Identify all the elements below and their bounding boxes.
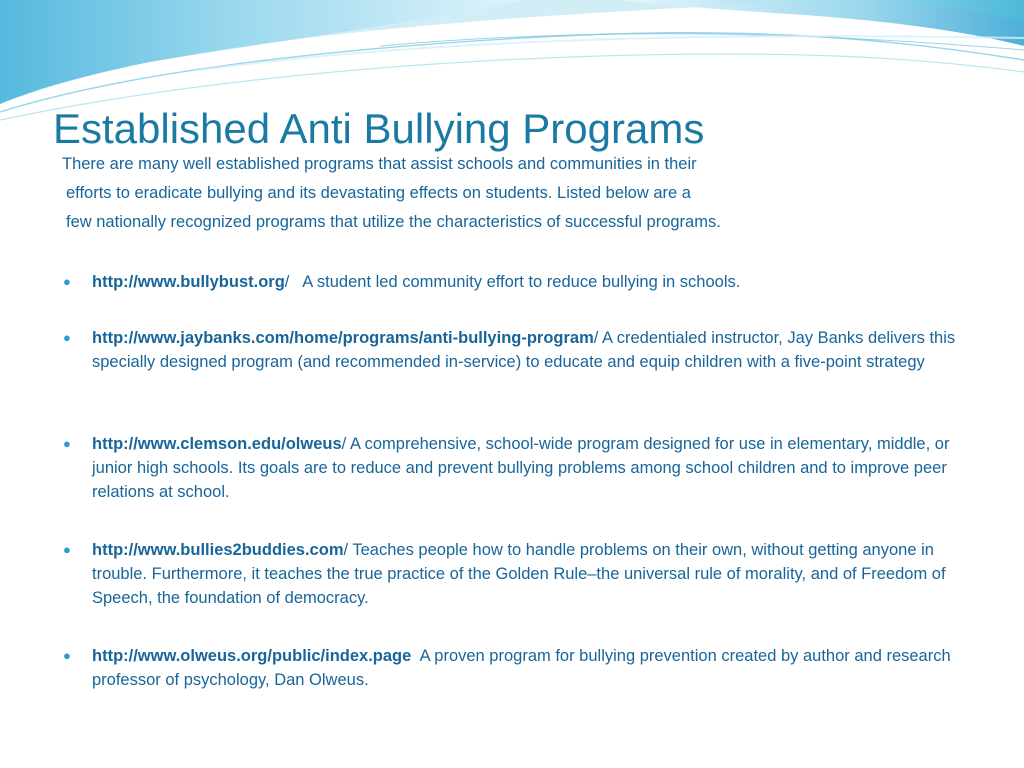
program-description: A comprehensive, school-wide program designed for use in elementary, middle, or junior high schools. Its goals are to reduce and prevent bullying problems among school children and to improve peer relations at school.: [92, 435, 950, 501]
program-url-link[interactable]: http://www.olweus.org/public/index.page: [92, 647, 412, 665]
program-description: A credentialed instructor, Jay Banks delivers this specially designed program (and recommended in-service) to educate and equip children with a five-point strategy: [92, 329, 956, 371]
bullet-icon: ●: [63, 648, 71, 663]
program-url-link[interactable]: http://www.bullies2buddies.com: [92, 541, 344, 559]
program-item-clemson-olweus: [63, 432, 978, 504]
slide-title: Established Anti Bullying Programs: [53, 105, 705, 152]
program-description: A student led community effort to reduce bullying in schools.: [302, 273, 741, 291]
url-separator: [411, 647, 419, 665]
intro-line: efforts to eradicate bullying and its devastating effects on students. Listed below are a: [66, 184, 691, 202]
intro-paragraph: [62, 150, 962, 237]
program-item-bullybust: [63, 270, 978, 294]
bullet-icon: ●: [63, 542, 71, 557]
program-item-bullies2buddies: [63, 538, 978, 610]
program-url-link[interactable]: http://www.jaybanks.com/home/programs/anti-bullying-program: [92, 329, 594, 347]
bullet-icon: ●: [63, 436, 71, 451]
program-url-link[interactable]: http://www.clemson.edu/olweus: [92, 435, 342, 453]
bullet-icon: ●: [63, 330, 71, 345]
program-description: A proven program for bullying prevention created by author and research professor of psychology, Dan Olweus.: [92, 647, 951, 689]
url-separator: /: [593, 329, 603, 347]
program-description: Teaches people how to handle problems on their own, without getting anyone in trouble. Furthermore, it teaches the true practice of the Golden Rule–the universal rule of morality, and of Freedom of Speech, the foundation of democracy.: [92, 541, 946, 607]
url-separator: /: [284, 273, 303, 291]
url-separator: /: [341, 435, 350, 453]
intro-line: There are many well established programs that assist schools and communities in their: [62, 155, 697, 173]
intro-line: few nationally recognized programs that utilize the characteristics of successful programs.: [66, 213, 721, 231]
program-item-jaybanks: [63, 326, 978, 374]
program-item-olweus: [63, 644, 978, 692]
bullet-icon: ●: [63, 274, 71, 289]
program-url-link[interactable]: http://www.bullybust.org: [92, 273, 285, 291]
url-separator: /: [343, 541, 353, 559]
